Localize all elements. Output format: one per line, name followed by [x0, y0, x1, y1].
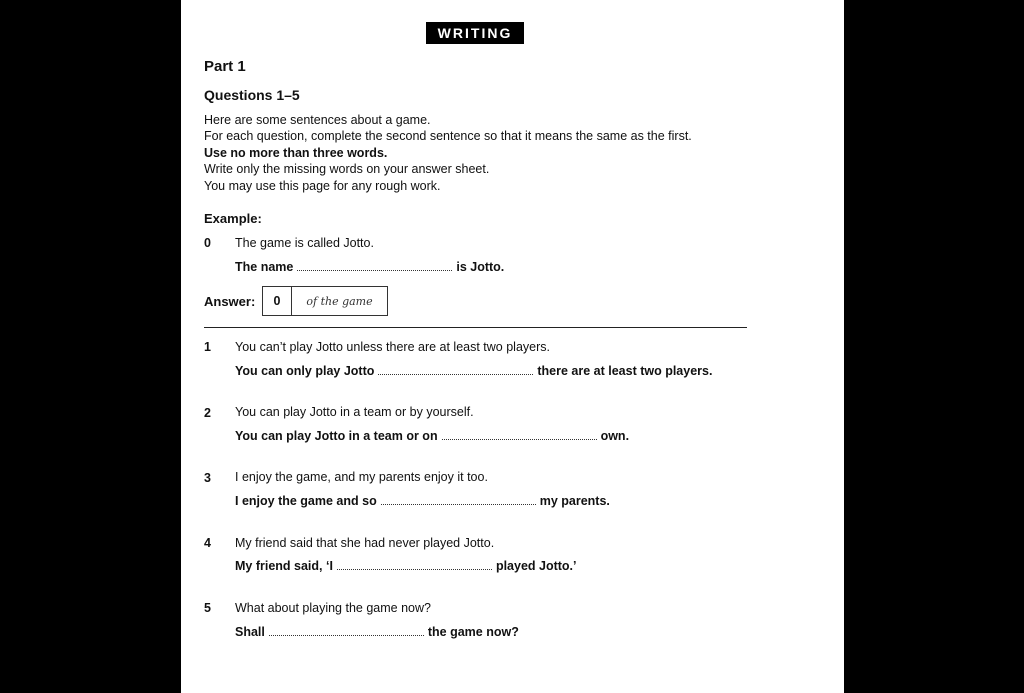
example-gap [297, 269, 452, 271]
question-before: You can play Jotto in a team or on [235, 429, 438, 443]
question-number: 1 [204, 340, 211, 354]
question-before: My friend said, ‘I [235, 559, 333, 573]
part-title: Part 1 [204, 58, 246, 75]
question-before: I enjoy the game and so [235, 494, 377, 508]
question-after: played Jotto.’ [495, 559, 577, 573]
answer-box-text: of the game [306, 294, 373, 308]
writing-banner: WRITING [426, 22, 524, 44]
question-after: own. [600, 429, 630, 443]
example-transformation [235, 260, 504, 274]
answer-box-number: 0 [263, 287, 292, 315]
question-sentence: You can play Jotto in a team or by yourself. [235, 405, 474, 419]
question-transformation [235, 625, 519, 639]
instruction-line: Use no more than three words. [204, 146, 388, 160]
questions-range: Questions 1–5 [204, 87, 300, 103]
question-sentence: You can’t play Jotto unless there are at least two players. [235, 340, 550, 354]
question-number: 3 [204, 471, 211, 485]
question-after: there are at least two players. [537, 364, 713, 378]
instruction-line: Here are some sentences about a game. [204, 113, 431, 127]
example-after: is Jotto. [456, 260, 505, 274]
divider-line [204, 327, 747, 328]
question-before: You can only play Jotto [235, 364, 375, 378]
question-transformation [235, 494, 610, 508]
question-gap [381, 503, 536, 505]
question-number: 5 [204, 601, 211, 615]
question-gap [442, 438, 597, 440]
question-number: 4 [204, 536, 211, 550]
question-before: Shall [235, 625, 265, 639]
question-gap [378, 373, 533, 375]
example-sentence: The game is called Jotto. [235, 236, 374, 250]
question-after: my parents. [539, 494, 610, 508]
instruction-line: For each question, complete the second sentence so that it means the same as the first. [204, 129, 692, 143]
question-gap [337, 568, 492, 570]
question-after: the game now? [427, 625, 519, 639]
question-transformation [235, 559, 577, 573]
question-sentence: What about playing the game now? [235, 601, 431, 615]
question-transformation [235, 364, 712, 378]
example-number: 0 [204, 236, 211, 250]
question-sentence: My friend said that she had never played Jotto. [235, 536, 495, 550]
example-label: Example: [204, 211, 262, 226]
answer-box [262, 286, 388, 316]
instruction-line: You may use this page for any rough work. [204, 179, 441, 193]
example-before: The name [235, 260, 294, 274]
exam-page [181, 0, 844, 693]
instruction-line: Write only the missing words on your answer sheet. [204, 162, 490, 176]
question-gap [269, 634, 424, 636]
question-number: 2 [204, 406, 211, 420]
question-sentence: I enjoy the game, and my parents enjoy it too. [235, 470, 488, 484]
question-transformation [235, 429, 629, 443]
answer-label: Answer: [204, 294, 256, 309]
